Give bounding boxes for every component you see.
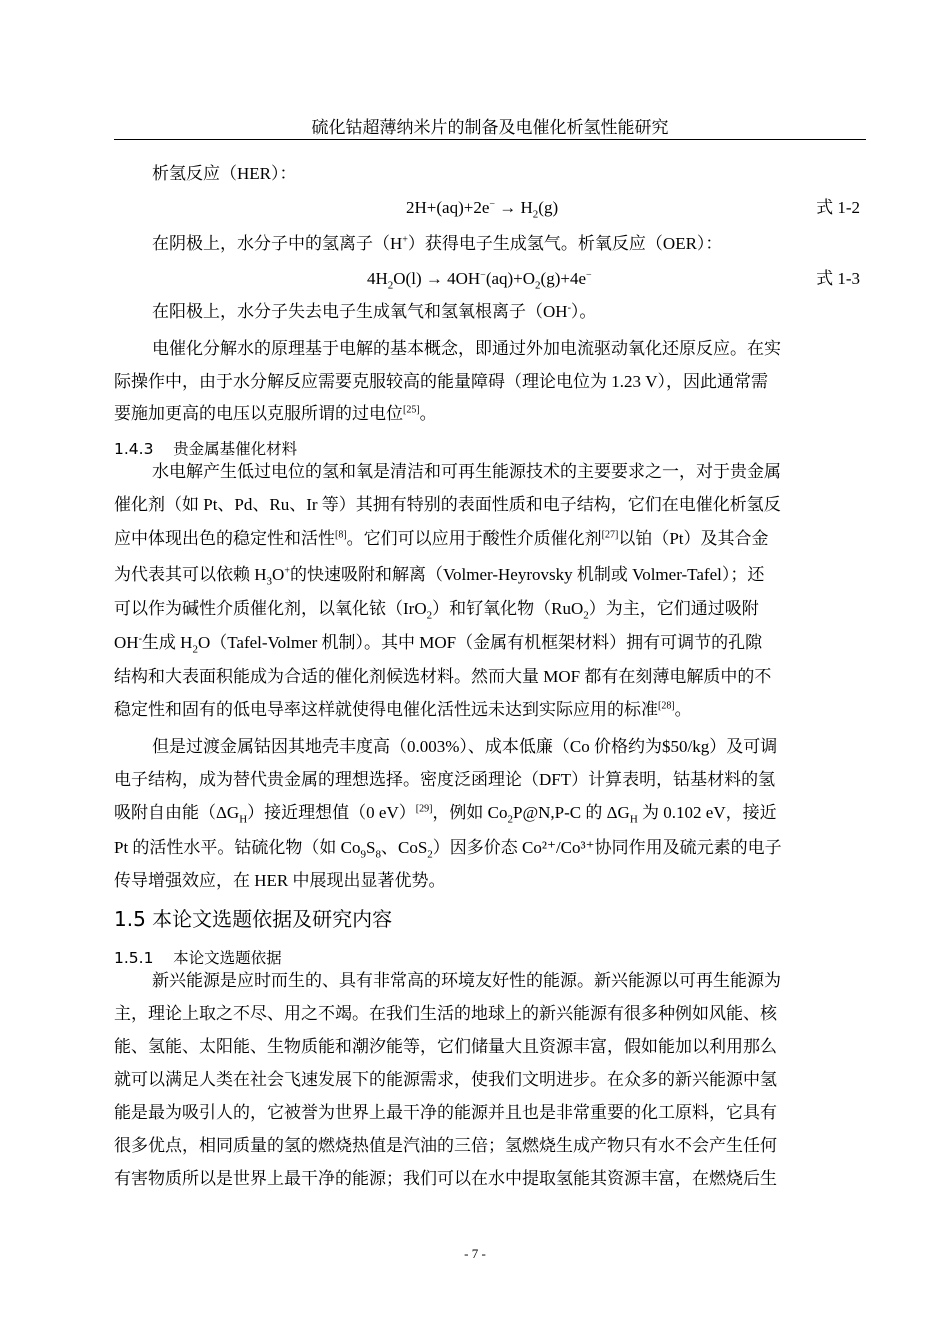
page-number: - 7 - (464, 1246, 486, 1261)
paragraph-line: 很多优点，相同质量的氢的燃烧热值是汽油的三倍；氢燃烧生成产物只有水不会产生任何 (114, 1136, 777, 1155)
equation-formula: $2H+(aq)+2e^- \to H_2(g)$ (406, 198, 559, 221)
paragraph-line: 新兴能源是应时而生的、具有非常高的环境友好性的能源。新兴能源以可再生能源为 (152, 971, 781, 990)
paragraph-line: 水电解产生低过电位的氢和氧是清洁和可再生能源技术的主要要求之一，对于贵金属 (152, 462, 781, 481)
section-heading-1-4-3 (114, 438, 297, 460)
section-title: 贵金属基催化材料 (173, 440, 298, 458)
equation-1-3 (114, 267, 860, 291)
paragraph-line: 传导增强效应，在 HER 中展现出显著优势。 (114, 871, 446, 890)
paragraph-line: 际操作中，由于水分解反应需要克服较高的能量障碍（理论电位为 1.23 V），因此通常需 (114, 372, 769, 391)
paragraph-line: 但是过渡金属钴因其地壳丰度高（0.003%）、成本低廉（Co 价格约为$50/kg）及可调 (152, 737, 778, 756)
paragraph-line: 能是最为吸引人的，它被誉为世界上最干净的能源并且也是非常重要的化工原料，它具有 (114, 1103, 777, 1122)
equation-1-2 (114, 196, 860, 220)
running-header: 硫化钴超薄纳米片的制备及电催化析氢性能研究 (311, 118, 669, 137)
paragraph-line: 要施加更高的电压以克服所谓的过电位[25]。 (114, 404, 437, 423)
paragraph-line: OH-生成 $H_2O(Tafel$-Volmer 机制）。其中 MOF（金属有机框架材料）拥有可调节的孔隙 (114, 633, 763, 656)
section-number: 1.4.3 (114, 440, 154, 458)
paragraph-line: 稳定性和固有的低电导率这样就使得电催化活性远未达到实际应用的标准[28]。 (114, 700, 692, 719)
paragraph-line: 就可以满足人类在社会飞速发展下的能源需求，使我们文明进步。在众多的新兴能源中氢 (114, 1070, 777, 1089)
paragraph-line: 结构和大表面积能成为合适的催化剂候选材料。然而大量 MOF 都有在刻薄电解质中的不 (114, 667, 772, 686)
section-number: 1.5.1 (114, 949, 154, 967)
paragraph-line: 吸附自由能$(\Delta G_H)$接近理想值（0 eV）[29]，例如 $Co_2P@N,P-C$ 的 $\Delta G_H$ 为 0.102 eV，接近 (114, 803, 777, 826)
equation-number: 式 1-2 (816, 198, 860, 217)
section-heading-1-5-1 (114, 947, 282, 969)
paragraph-line: 应中体现出色的稳定性和活性[8]。它们可以应用于酸性介质催化剂[27]以铂（Pt）及其合金 (114, 529, 769, 548)
section-heading-1-5 (114, 906, 392, 932)
section-number: 1.5 (114, 907, 146, 931)
cathode-text: 在阴极上，水分子中的氢离子（H+）获得电子生成氢气。析氧反应（OER）： (152, 234, 723, 253)
paragraph-line: 电子结构，成为替代贵金属的理想选择。密度泛函理论（DFT）计算表明，钴基材料的氢 (114, 770, 776, 789)
paragraph-line: 主，理论上取之不尽、用之不竭。在我们生活的地球上的新兴能源有很多种例如风能、核 (114, 1004, 777, 1023)
paragraph-line: 催化剂（如 Pt、Pd、Ru、Ir 等）其拥有特别的表面性质和电子结构，它们在电催化析氢反 (114, 495, 781, 514)
anode-text: 在阳极上，水分子失去电子生成氧气和氢氧根离子（OH-）。 (152, 302, 597, 321)
section-title: 本论文选题依据 (173, 949, 282, 967)
paragraph-line: 可以作为碱性介质催化剂，以氧化铱（IrO$_2$）和钌氧化物（RuO$_2$）为主，它们通过吸附 (114, 599, 759, 622)
paragraph-line: 电催化分解水的原理基于电解的基本概念，即通过外加电流驱动氧化还原反应。在实 (152, 339, 781, 358)
paragraph-line: Pt 的活性水平。钴硫化物（如 $Co_9S_8$、CoS$_2$）因多价态 Co²⁺/Co³⁺协同作用及硫元素的电子 (114, 838, 782, 861)
equation-formula: $4H_2O(l) \to 4OH^-(aq)+O_2(g)+4e^-$ (367, 269, 592, 292)
header-rule (114, 139, 866, 140)
equation-number: 式 1-3 (816, 269, 860, 288)
paragraph-line: 为代表其可以依赖 $H_3O^+$的快速吸附和解离（Volmer-Heyrovsky 机制或 Volmer-Tafel）；还 (114, 565, 765, 588)
section-title: 本论文选题依据及研究内容 (152, 907, 393, 931)
paragraph-line: 能、氢能、太阳能、生物质能和潮汐能等，它们储量大且资源丰富，假如能加以利用那么 (114, 1037, 777, 1056)
paragraph-line: 有害物质所以是世界上最干净的能源；我们可以在水中提取氢能其资源丰富，在燃烧后生 (114, 1169, 777, 1188)
her-label: 析氢反应（HER）： (152, 164, 297, 183)
